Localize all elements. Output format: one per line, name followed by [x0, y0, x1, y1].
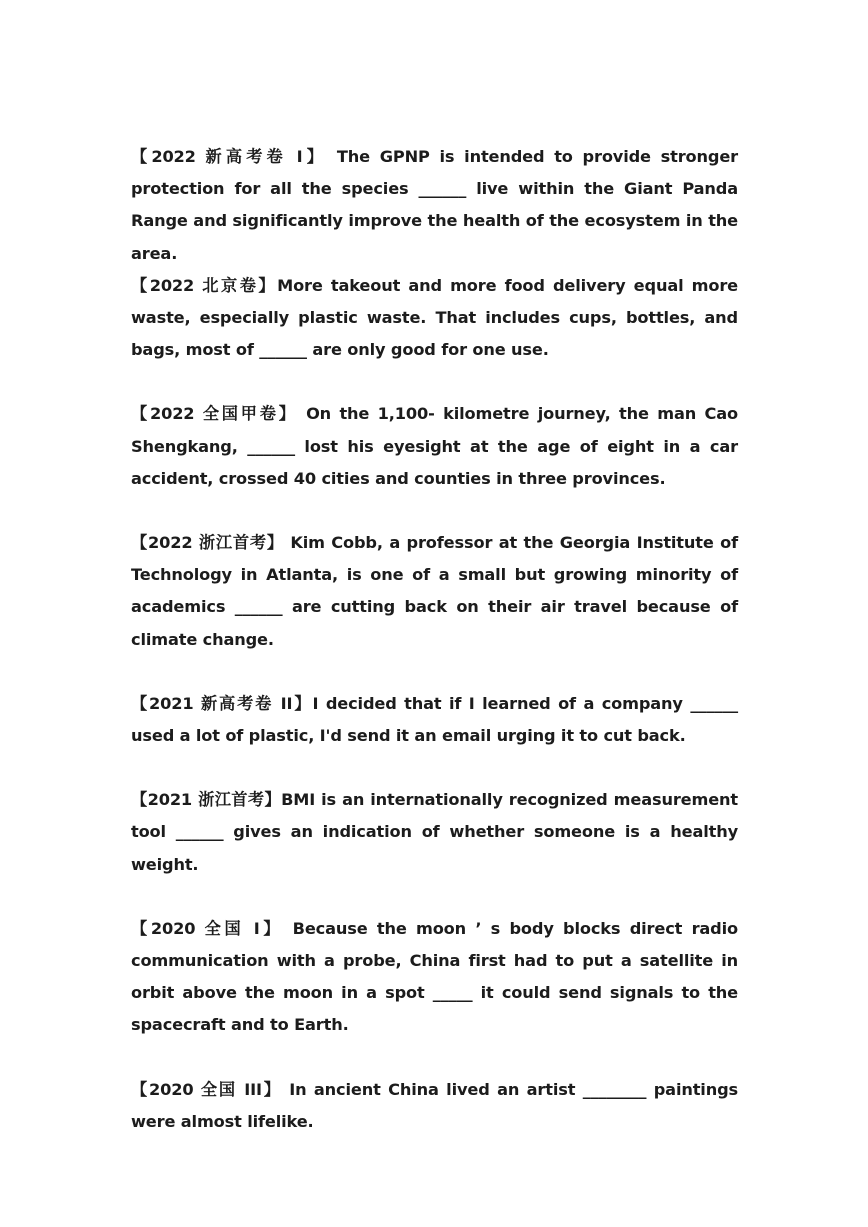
paragraph-gap [131, 881, 738, 913]
question-paragraph-4: 【2022 浙江首考】 Kim Cobb, a professor at the Georgia Institute of Technology in Atlanta, is one of a small but growing minority of academics ______ are cutting back on their air travel because of climate change. [131, 533, 738, 649]
paragraph-gap [131, 656, 738, 688]
question-paragraph-3: 【2022 全国甲卷】 On the 1,100- kilometre journey, the man Cao Shengkang, ______ lost his eyesight at the age of eight in a car accident, crossed 40 cities and counties in three provinces. [131, 404, 738, 488]
question-paragraph-6: 【2021 浙江首考】BMI is an internationally recognized measurement tool ______ gives an indication of whether someone is a healthy weight. [131, 790, 738, 874]
question-paragraph-7: 【2020 全国 I】 Because the moon ’ s body blocks direct radio communication with a probe, China first had to put a satellite in orbit above the moon in a spot _____ it could send signals to the spacecraft and to Earth. [131, 918, 738, 1035]
paragraph-gap [131, 495, 738, 527]
question-paragraph-1: 【2022 新高考卷 I】 The GPNP is intended to provide stronger protection for all the species ______ live within the Giant Panda Range and significantly improve the health of the ecosystem in the area. [131, 147, 738, 263]
question-paragraph-8: 【2020 全国 III】 In ancient China lived an artist ________ paintings were almost lifelike. [131, 1079, 738, 1131]
document-body [131, 141, 738, 1138]
paragraph-gap [131, 752, 738, 784]
paragraph-gap [131, 366, 738, 398]
question-paragraph-5: 【2021 新高考卷 II】I decided that if I learned of a company ______ used a lot of plastic, I'd send it an email urging it to cut back. [131, 693, 738, 746]
question-paragraph-2: 【2022 北京卷】More takeout and more food delivery equal more waste, especially plastic waste. That includes cups, bottles, and bags, most of ______ are only good for one use. [131, 275, 738, 360]
paragraph-gap [131, 1042, 738, 1074]
